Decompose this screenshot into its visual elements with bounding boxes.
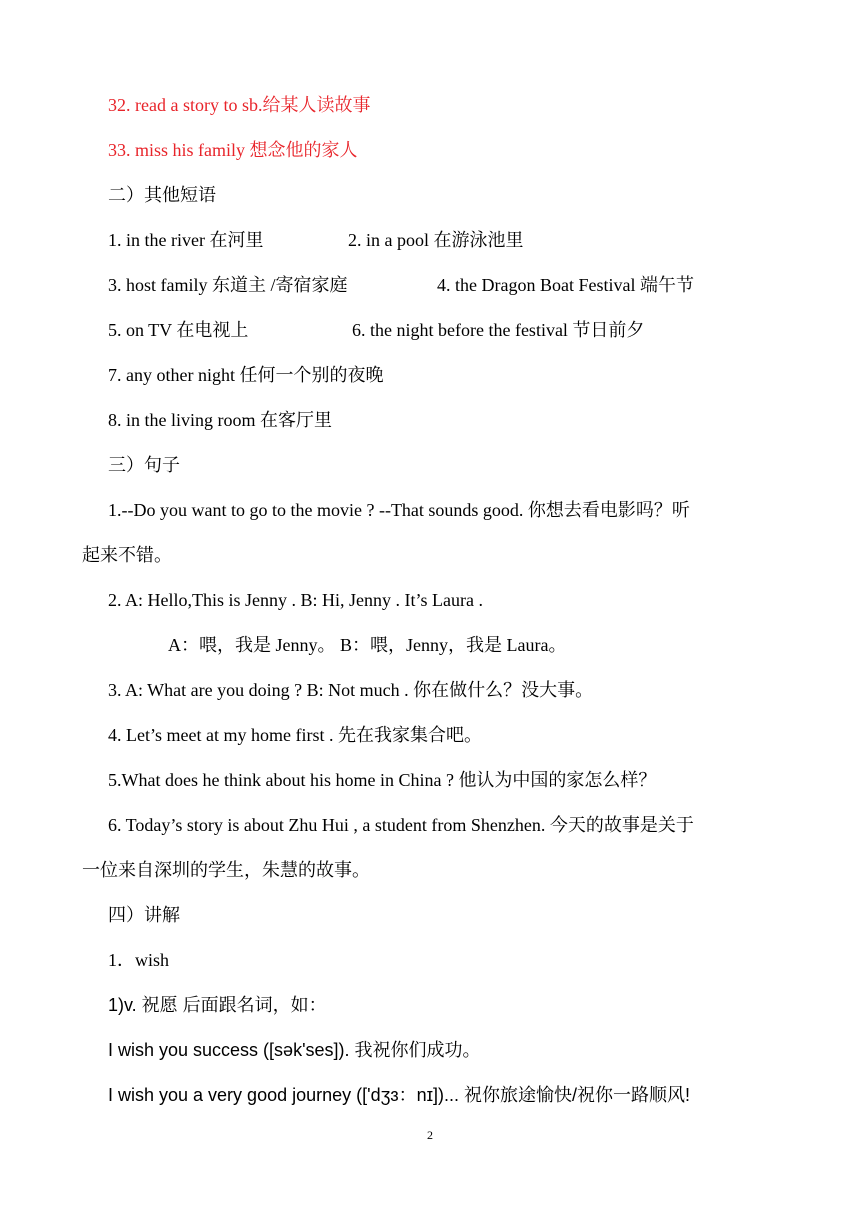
sentence-3: 3. A: What are you doing ? B: Not much . 你在做什么？没大事。 — [108, 680, 594, 700]
sentence-1-line-1: 1.--Do you want to go to the movie ? --That sounds good. 你想去看电影吗？听 — [108, 500, 690, 520]
phrase-3: 3. host family 东道主 /寄宿家庭 — [108, 275, 348, 295]
explanation-wish-title: 1．wish — [108, 950, 170, 970]
phrase-8: 8. in the living room 在客厅里 — [108, 410, 332, 430]
section-heading-other-phrases: 二）其他短语 — [108, 185, 216, 205]
example-sentence-1: I wish you success ([sək'ses]). 我祝你们成功。 — [108, 1040, 481, 1060]
sentence-1-line-2: 起来不错。 — [82, 545, 172, 565]
phrase-2: 2. in a pool 在游泳池里 — [348, 230, 524, 250]
explanation-wish-definition: 1)v. 祝愿 后面跟名词，如： — [108, 995, 327, 1015]
section-heading-explanation: 四）讲解 — [108, 905, 180, 925]
phrase-32: 32. read a story to sb.给某人读故事 — [108, 95, 371, 115]
phrase-33: 33. miss his family 想念他的家人 — [108, 140, 358, 160]
sentence-6-line-1: 6. Today’s story is about Zhu Hui , a student from Shenzhen. 今天的故事是关于 — [108, 815, 694, 835]
example-sentence-2: I wish you a very good journey (['dʒɜ：nɪ])... 祝你旅途愉快/祝你一路顺风! — [108, 1085, 691, 1105]
page-number: 2 — [427, 1128, 433, 1142]
sentence-5: 5.What does he think about his home in China ? 他认为中国的家怎么样？ — [108, 770, 657, 790]
phrase-1: 1. in the river 在河里 — [108, 230, 264, 250]
sentence-6-line-2: 一位来自深圳的学生，朱慧的故事。 — [82, 860, 370, 880]
phrase-6: 6. the night before the festival 节日前夕 — [352, 320, 645, 340]
sentence-4: 4. Let’s meet at my home first . 先在我家集合吧。 — [108, 725, 482, 745]
sentence-2-line-2: A：喂，我是 Jenny。 B：喂，Jenny，我是 Laura。 — [168, 635, 567, 655]
phrase-7: 7. any other night 任何一个别的夜晚 — [108, 365, 384, 385]
phrase-4: 4. the Dragon Boat Festival 端午节 — [437, 275, 694, 295]
sentence-2-line-1: 2. A: Hello,This is Jenny . B: Hi, Jenny . It’s Laura . — [108, 590, 483, 610]
phrase-5: 5. on TV 在电视上 — [108, 320, 249, 340]
section-heading-sentences: 三）句子 — [108, 455, 180, 475]
